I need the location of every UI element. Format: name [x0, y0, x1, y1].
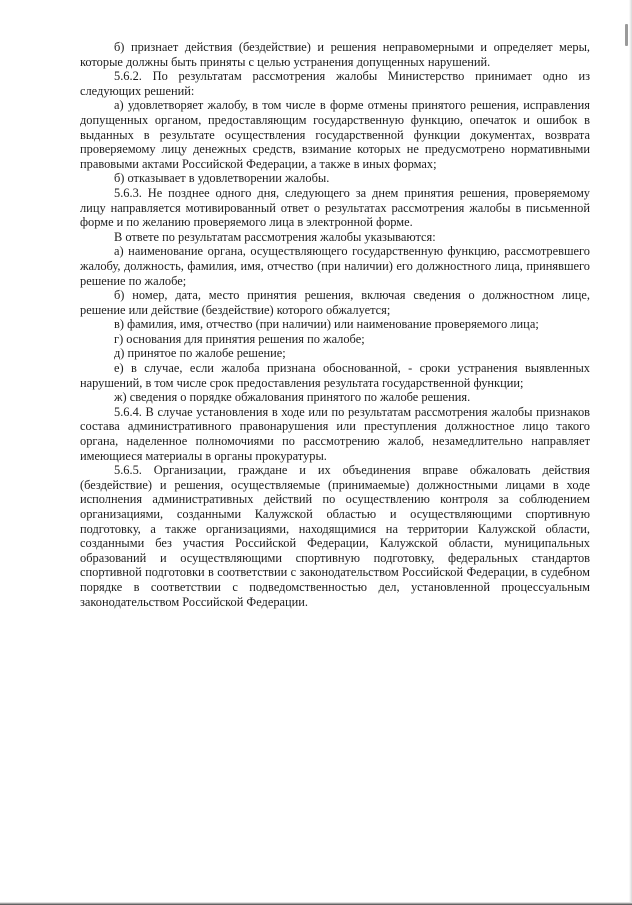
paragraph-5-6-3: 5.6.3. Не позднее одного дня, следующего за днем принятия решения, проверяемому лицу направляется мотивированный ответ о результатах рассмотрения жалобы в письменной форме и по желанию проверяемого лица в электронной форме.: [80, 185, 590, 230]
list-item-zh: ж) сведения о порядке обжалования принятого по жалобе решения.: [114, 390, 471, 405]
paragraph-response-contents-intro: В ответе по результатам рассмотрения жалобы указываются:: [114, 229, 436, 244]
list-item-e: е) в случае, если жалоба признана обоснованной, - сроки устранения выявленных нарушений, в том числе срок предоставления результата государственной функции;: [80, 361, 590, 390]
list-item-v: в) фамилия, имя, отчество (при наличии) или наименование проверяемого лица;: [114, 317, 539, 332]
paragraph-5-6-2: 5.6.2. По результатам рассмотрения жалобы Министерство принимает одно из следующих решений:: [80, 69, 590, 98]
list-item-d: д) принятое по жалобе решение;: [114, 346, 286, 361]
list-item-b: б) номер, дата, место принятия решения, включая сведения о должностном лице, решение или действие (бездействие) которого обжалуется;: [80, 288, 590, 317]
paragraph-b-recognize-unlawful: б) признает действия (бездействие) и решения неправомерными и определяет меры, которые должны быть приняты с целью устранения допущенных нарушений.: [80, 40, 590, 69]
paragraph-a-satisfy-complaint: а) удовлетворяет жалобу, в том числе в форме отмены принятого решения, исправления допущенных органом, предоставляющим государственную функцию, опечаток и ошибок в выданных в результате осуществления государственной функции документах, возврата проверяемому лицу денежных средств, взимание которых не предусмотрено нормативными правовыми актами Российской Федерации, а также в иных формах;: [80, 98, 590, 171]
paragraph-5-6-4: 5.6.4. В случае установления в ходе или по результатам рассмотрения жалобы признаков состава административного правонарушения или преступления должностное лицо такого органа, наделенное полномочиями по рассмотрению жалоб, незамедлительно направляет имеющиеся материалы в органы прокуратуры.: [80, 404, 590, 463]
list-item-a: а) наименование органа, осуществляющего государственную функцию, рассмотревшего жалобу, должность, фамилия, имя, отчество (при наличии) его должностного лица, принявшего решение по жалобе;: [80, 244, 590, 288]
paragraph-b-refuse-complaint: б) отказывает в удовлетворении жалобы.: [114, 171, 330, 186]
paragraph-5-6-5: 5.6.5. Организации, граждане и их объединения вправе обжаловать действия (бездействие) и решения, осуществляемые (принимаемые) должностными лицами в ходе исполнения административных действий по осуществлению контроля за соблюдением организациями, созданными Калужской областью и осуществляющими спортивную подготовку, а также организациями, находящимися на территории Калужской области, созданными без участия Российской Федерации, Калужской области, муниципальных образований и осуществляющими спортивную подготовку, федеральных стандартов спортивной подготовки в соответствии с законодательством Российской Федерации, в судебном порядке в соответствии с подведомственностью дел, установленной процессуальным законодательством Российской Федерации.: [80, 463, 590, 609]
scan-mark: [625, 24, 628, 46]
list-item-g: г) основания для принятия решения по жалобе;: [114, 331, 365, 346]
